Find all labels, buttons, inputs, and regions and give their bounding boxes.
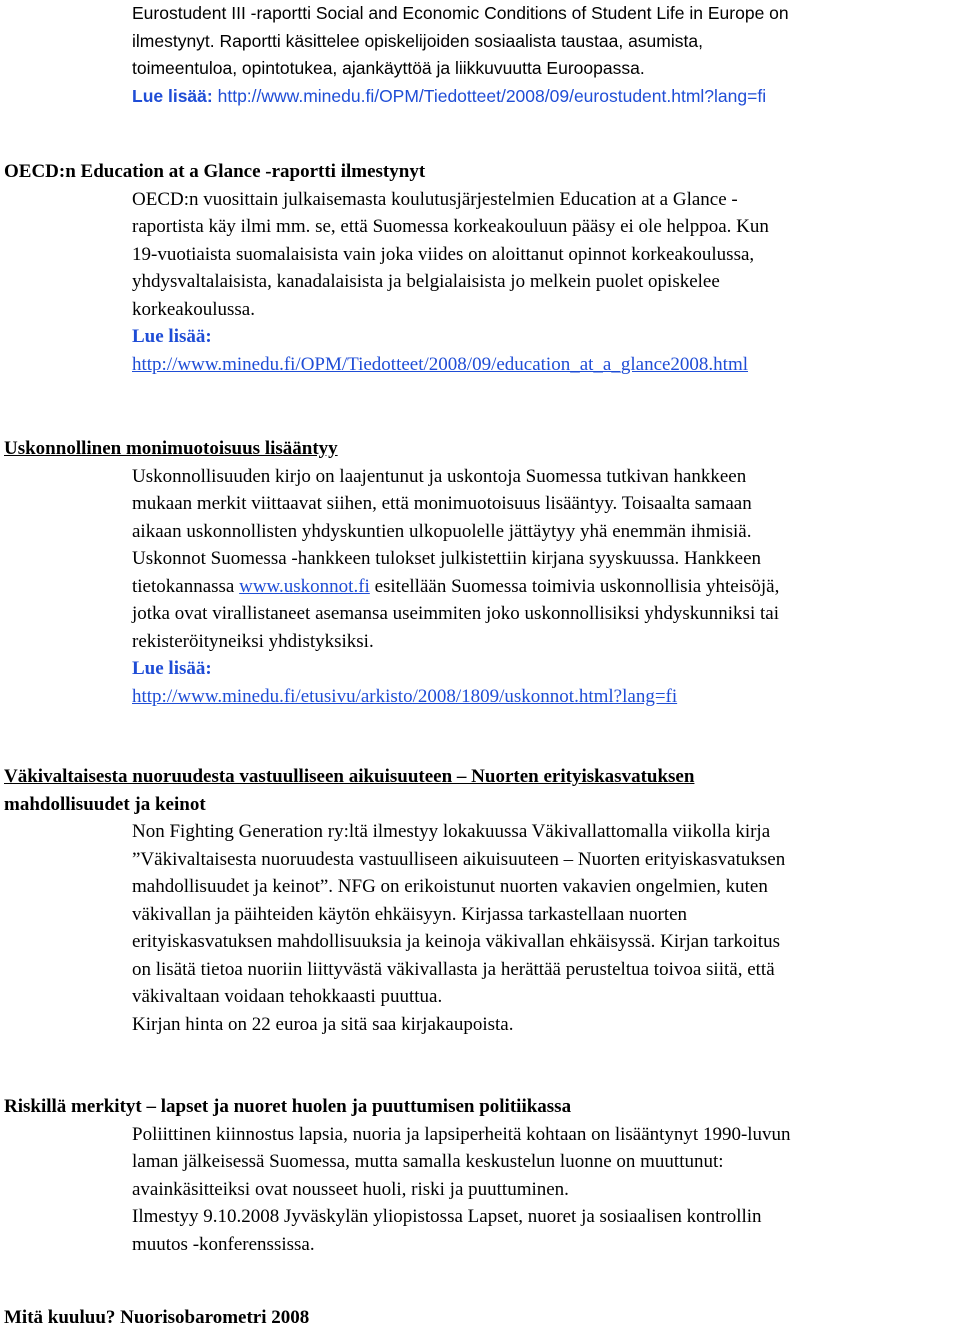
read-more-line (132, 83, 958, 111)
uskonnot-link[interactable]: www.uskonnot.fi (239, 575, 370, 597)
body-line: Uskonnollisuuden kirjo on laajentunut ja uskontoja Suomessa tutkivan hankkeen (132, 465, 747, 487)
body-line: erityiskasvatuksen mahdollisuuksia ja keinoja väkivallan ehkäisyssä. Kirjan tarkoitus (132, 931, 780, 952)
body-line: Poliittinen kiinnostus lapsia, nuoria ja lapsiperheitä kohtaan on lisääntynyt 1990-luvun (132, 1123, 791, 1145)
body-line: korkeakoulussa. (132, 298, 255, 320)
body-line-with-link (132, 573, 958, 601)
body-line: raportista käy ilmi mm. se, että Suomessa korkeakouluun pääsy ei ole helppoa. Kun (132, 216, 769, 237)
body-line: avainkäsitteiksi ovat nousseet huoli, riski ja puuttuminen. (132, 1178, 569, 1200)
section-nuorisobarometri (0, 1304, 960, 1332)
section-body (132, 186, 958, 379)
body-line: aikaan uskonnollisten yhdyskuntien ulkopuolelle jättäytyy yhä enemmän ihmisiä. (132, 520, 752, 542)
section-vakivaltaisesta (0, 763, 960, 1038)
body-line: Kirjan hinta on 22 euroa ja sitä saa kirjakaupoista. (132, 1013, 514, 1035)
body-line: mahdollisuudet ja keinot”. NFG on erikoistunut nuorten vakavien ongelmien, kuten (132, 876, 768, 897)
body-line: mukaan merkit viittaavat siihen, että monimuotoisuus lisääntyy. Toisaalta samaan (132, 493, 752, 514)
body-line: on lisätä tietoa nuoriin liittyvästä väkivallasta ja herättää perusteltua toivoa siitä, että (132, 958, 775, 980)
body-line: Eurostudent III -raportti Social and Economic Conditions of Student Life in Europe on (132, 3, 789, 23)
section-body (132, 818, 958, 1038)
body-line: ilmestynyt. Raportti käsittelee opiskelijoiden sosiaalista taustaa, asumista, (132, 30, 703, 51)
body-line: OECD:n vuosittain julkaisemasta koulutusjärjestelmien Education at a Glance - (132, 188, 738, 210)
body-line: rekisteröityneiksi yhdistyksiksi. (132, 630, 374, 652)
section-title-part: mahdollisuudet ja keinot (4, 793, 206, 815)
body-line: Uskonnot Suomessa -hankkeen tulokset julkistettiin kirjana syyskuussa. Hankkeen (132, 548, 762, 569)
body-line: jotka ovat virallistaneet asemansa useimmiten joko uskonnollisiksi yhdyskunniksi tai (132, 603, 779, 624)
body-line: Non Fighting Generation ry:ltä ilmestyy lokakuussa Väkivallattomalla viikolla kirja (132, 821, 771, 842)
body-text: tietokannassa (132, 575, 240, 597)
section-title: Uskonnollinen monimuotoisuus lisääntyy (4, 438, 338, 459)
read-more-label: Lue lisää: (132, 85, 213, 106)
read-more-link[interactable]: http://www.minedu.fi/OPM/Tiedotteet/2008/09/eurostudent.html?lang=fi (217, 85, 767, 106)
body-line: väkivallan ja päihteiden käytön ehkäisyyn. Kirjassa tarkastellaan nuorten (132, 903, 688, 925)
read-more-link[interactable]: http://www.minedu.fi/etusivu/arkisto/2008/1809/uskonnot.html?lang=fi (132, 685, 678, 707)
section-body (132, 0, 958, 110)
body-line: 19-vuotiaista suomalaisista vain joka viides on aloittanut opinnot korkeakoulussa, (132, 243, 755, 265)
body-line: ”Väkivaltaisesta nuoruudesta vastuulliseen aikuisuuteen – Nuorten erityiskasvatuksen (132, 848, 786, 870)
body-line: toimeentuloa, opintotukea, ajankäyttöä ja liikkuvuutta Euroopassa. (132, 58, 645, 78)
read-more-label: Lue lisää: (132, 326, 212, 347)
read-more-label: Lue lisää: (132, 658, 212, 679)
read-more-link[interactable]: http://www.minedu.fi/OPM/Tiedotteet/2008/09/education_at_a_glance2008.html (132, 353, 749, 375)
section-body (132, 463, 958, 711)
body-text: esitellään Suomessa toimivia uskonnollisia yhteisöjä, (369, 575, 780, 597)
section-title: Riskillä merkityt – lapset ja nuoret huolen ja puuttumisen politiikassa (4, 1096, 572, 1117)
section-riskilla-merkityt (0, 1093, 960, 1258)
section-oecd (0, 158, 960, 378)
section-title (4, 763, 960, 818)
body-line: laman jälkeisessä Suomessa, mutta samalla keskustelun luonne on muuttunut: (132, 1151, 724, 1172)
section-eurostudent (0, 0, 960, 110)
body-line: väkivaltaan voidaan tehokkaasti puuttua. (132, 986, 443, 1007)
section-title: OECD:n Education at a Glance -raportti ilmestynyt (4, 161, 426, 182)
body-line: muutos -konferenssissa. (132, 1233, 315, 1255)
body-line: yhdysvaltalaisista, kanadalaisista ja belgialaisista jo melkein puolet opiskelee (132, 271, 720, 292)
section-uskonnollinen (0, 435, 960, 710)
section-title: Mitä kuuluu? Nuorisobarometri 2008 (4, 1307, 310, 1328)
section-title-part: Väkivaltaisesta nuoruudesta vastuulliseen aikuisuuteen – Nuorten erityiskasvatuksen (4, 766, 695, 787)
body-line: Ilmestyy 9.10.2008 Jyväskylän yliopistossa Lapset, nuoret ja sosiaalisen kontrollin (132, 1206, 762, 1227)
section-body (132, 1121, 958, 1259)
